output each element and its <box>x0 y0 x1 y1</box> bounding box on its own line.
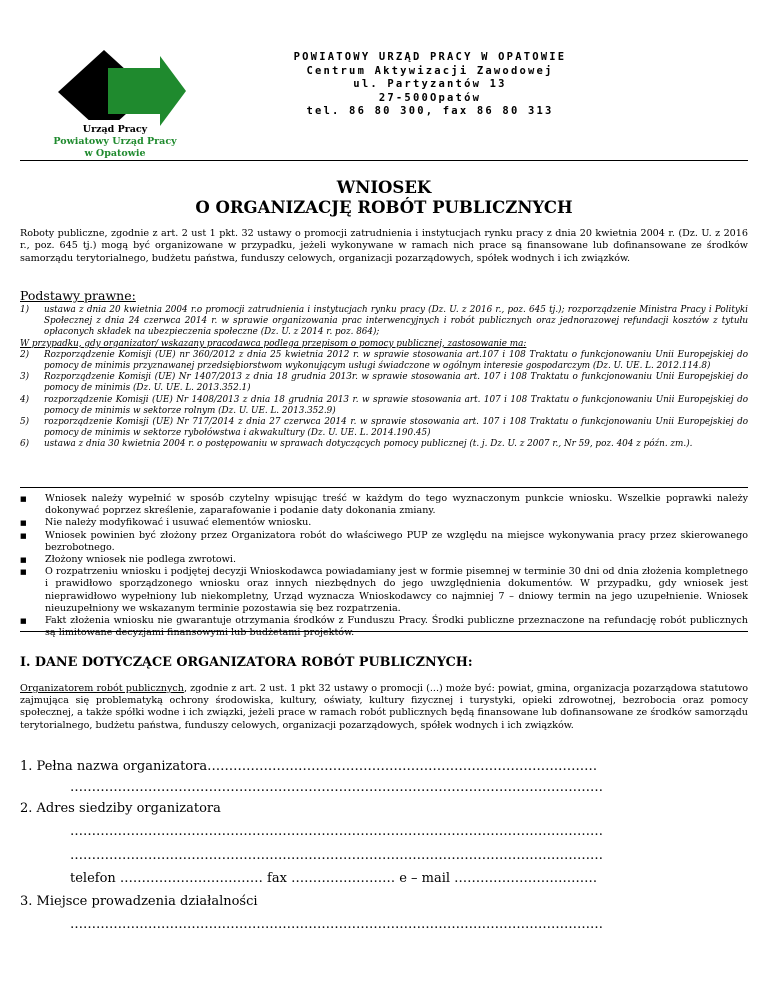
legal-item <box>20 395 748 417</box>
organizer-term: Organizatorem robót publicznych <box>20 683 184 694</box>
legal-item-number: 5) <box>20 417 30 428</box>
office-name: POWIATOWY URZĄD PRACY W OPATOWIE <box>293 51 567 63</box>
instructions-list <box>20 493 748 639</box>
instruction-item <box>20 615 748 639</box>
instruction-item <box>20 493 748 517</box>
office-postal: 27-500Opatów <box>378 91 482 104</box>
organizer-name-line-2[interactable]: …………………………………………………………………………………………………………… <box>70 780 603 795</box>
office-header <box>240 51 620 119</box>
legal-item-text: ustawa z dnia 30 kwietnia 2004 r. o postępowaniu w sprawach dotyczących pomocy publicznej (t. j. Dz. U. z 2007 r., Nr 59, poz. 404 z późn. zm.). <box>44 439 693 450</box>
legal-item-number: 3) <box>20 372 30 383</box>
legal-item-text: Rozporządzenie Komisji (UE) Nr 1407/2013 z dnia 18 grudnia 2013r. w sprawie stosowania art. 107 i 108 Traktatu o funkcjonowaniu Unii Europejskiej do pomocy de minimis (Dz. U. UE. L. 2013.352.1) <box>44 372 748 394</box>
title-line-2: O ORGANIZACJĘ ROBÓT PUBLICZNYCH <box>195 198 573 217</box>
intro-paragraph: Roboty publiczne, zgodnie z art. 2 ust 1 pkt. 32 ustawy o promocji zatrudnienia i instytucjach rynku pracy z dnia 20 kwietnia 2004 r. (Dz. U. z 2016 r., poz. 645 tj.) mogą być organizowane w przypadku, jeżeli wykonywane w ramach nich prace są finansowane lub dofinansowane ze środków samorządu terytorialnego, budżetu państwa, funduszy celowych, organizacji pozarządowych, spółek wodnych i ich związków. <box>20 228 748 264</box>
logo-green-arrow-icon <box>160 56 186 126</box>
legal-public-aid-note: W przypadku, gdy organizator/ wskazany pracodawca podlega przepisom o pomocy publicznej, zastosowanie ma: <box>20 338 527 349</box>
section-1-description <box>20 683 748 732</box>
legal-item-text: ustawa z dnia 20 kwietnia 2004 r.o promocji zatrudnienia i instytucjach rynku pracy (Dz. U. z 2016 r., poz. 645 tj.); rozporządzenie Ministra Pracy i Polityki Społecznej z dnia 24 czerwca 2014 r. w sprawie organizowania prac interwencyjnych i robót publicznych oraz jednorazowej refundacji kosztów z tytułu opłaconych składek na ubezpieczenia społeczne (Dz. U. z 2014 r. poz. 864); <box>44 305 748 338</box>
logo-line-2: w Opatowie <box>84 148 146 159</box>
legal-item-number: 4) <box>20 394 30 405</box>
legal-divider <box>20 487 748 488</box>
legal-basis-heading: Podstawy prawne: <box>20 288 136 303</box>
instruction-item <box>20 530 748 554</box>
instruction-text: O rozpatrzeniu wniosku i podjętej decyzji Wnioskodawca powiadamiany jest w formie pisemnej w terminie 30 dni od dnia złożenia kompletnego i prawidłowo sporządzonego wniosku oraz innych niezbędnych do jego uwzględnienia dokumentów. W przypadku, gdy wniosek jest nieprawidłowo wypełniony lub niekompletny, Urząd wyznacza Wnioskodawcy co najmniej 7 – dniowy termin na jego uzupełnienie. Wniosek nieuzupełniony we wskazanym terminie pozostawia się bez rozpatrzenia. <box>45 566 748 614</box>
legal-item-number: 6) <box>20 439 30 450</box>
office-centre: Centrum Aktywizacji Zawodowej <box>306 64 554 77</box>
legal-item <box>20 417 748 439</box>
document-title <box>20 178 748 218</box>
legal-item <box>20 372 748 394</box>
square-bullet-icon: ■ <box>20 556 27 565</box>
instruction-item <box>20 566 748 615</box>
instruction-text: Wniosek powinien być złożony przez Organizatora robót do właściwego PUP ze względu na miejsce wykonywania pracy przez skierowanego bezrobotnego. <box>45 529 748 553</box>
title-line-1: WNIOSEK <box>336 178 432 197</box>
instruction-item <box>20 517 748 529</box>
organizer-address-line-2[interactable]: …………………………………………………………………………………………………………… <box>70 848 603 863</box>
logo-line-1: Powiatowy Urząd Pracy <box>53 136 177 147</box>
office-street: ul. Partyzantów 13 <box>353 78 507 90</box>
office-contact: tel. 86 80 300, fax 86 80 313 <box>306 105 554 117</box>
organizer-name-field[interactable]: 1. Pełna nazwa organizatora……………………………………………………………………………… <box>20 759 598 774</box>
organizer-address-label: 2. Adres siedziby organizatora <box>20 801 221 816</box>
legal-item-number: 2) <box>20 349 30 360</box>
instruction-text: Złożony wniosek nie podlega zwrotowi. <box>45 554 237 566</box>
legal-item <box>20 305 748 339</box>
logo-caption <box>30 124 200 160</box>
legal-item-text: rozporządzenie Komisji (UE) Nr 717/2014 z dnia 27 czerwca 2014 r. w sprawie stosowania art. 107 i 108 Traktatu o funkcjonowaniu Unii Europejskiej do pomocy de minimis w sektorze rybołówstwa i akwakultury (Dz. U. UE. L. 2014.190.45) <box>44 417 748 439</box>
organizer-definition: , zgodnie z art. 2 ust. 1 pkt 32 ustawy o promocji (...) może być: powiat, gmina, organizacja pozarządowa statutowo zajmująca się problematyką ochrony środowiska, kultury, oświaty, kultury fizycznej i turystyki, opieki zdrowotnej, bezrobocia oraz pomocy społecznej, a także spółki wodne i ich związki, jeżeli prace w ramach robót publicznych będą finansowane lub dofinansowane ze środków samorządu terytorialnego, budżetu państwa, funduszy celowych, organizacji pozarządowych, spółek wodnych i ich związków. <box>20 683 748 731</box>
legal-item <box>20 439 748 450</box>
square-bullet-icon: ■ <box>20 617 27 626</box>
instruction-text: Fakt złożenia wniosku nie gwarantuje otrzymania środków z Funduszu Pracy. Środki publiczne przeznaczone na refundację robót publicznych są limitowane decyzjami finansowymi lub budżetami projektów. <box>45 615 748 639</box>
organizer-address-line-1[interactable]: …………………………………………………………………………………………………………… <box>70 824 603 839</box>
instruction-text: Nie należy modyfikować i usuwać elementów wniosku. <box>45 517 312 529</box>
square-bullet-icon: ■ <box>20 531 27 540</box>
legal-item-text: Rozporządzenie Komisji (UE) nr 360/2012 z dnia 25 kwietnia 2012 r. w sprawie stosowania art.107 i 108 Traktatu o funkcjonowaniu Unii Europejskiej do pomocy de minimis przyznawanej przedsiębiorstwom wykonującym usługi świadczone w ogólnym interesie gospodarczym (Dz. U. UE. L. 2012.114.8) <box>44 349 748 372</box>
square-bullet-icon: ■ <box>20 495 27 503</box>
instruction-item <box>20 554 748 566</box>
logo-top-label: Urząd Pracy <box>82 124 148 135</box>
square-bullet-icon: ■ <box>20 519 27 528</box>
header-divider <box>20 160 748 161</box>
legal-item-text: rozporządzenie Komisji (UE) Nr 1408/2013 z dnia 18 grudnia 2013 r. w sprawie stosowania art. 107 i 108 Traktatu o funkcjonowaniu Unii Europejskiej do pomocy de minimis w sektorze rolnym (Dz. U. UE. L. 2013.352.9) <box>44 394 748 416</box>
instructions-divider <box>20 631 748 632</box>
legal-item <box>20 350 748 372</box>
section-1-heading: I. DANE DOTYCZĄCE ORGANIZATORA ROBÓT PUBLICZNYCH: <box>20 655 473 670</box>
business-location-line-1[interactable]: …………………………………………………………………………………………………………… <box>70 917 603 932</box>
logo-green-block <box>108 68 162 114</box>
square-bullet-icon: ■ <box>20 568 27 577</box>
organizer-contact-line[interactable]: telefon …………………………… fax …………………… e – mail …………………………… <box>70 871 598 886</box>
legal-item-number: 1) <box>20 305 30 315</box>
business-location-label: 3. Miejsce prowadzenia działalności <box>20 894 258 909</box>
instruction-text: Wniosek należy wypełnić w sposób czytelny wpisując treść w każdym do tego wyznaczonym punkcie wniosku. Wszelkie poprawki należy dokonywać poprzez skreślenie, zaparafowanie i podanie daty dokonania zmiany. <box>45 493 748 517</box>
legal-basis-list <box>20 305 748 451</box>
